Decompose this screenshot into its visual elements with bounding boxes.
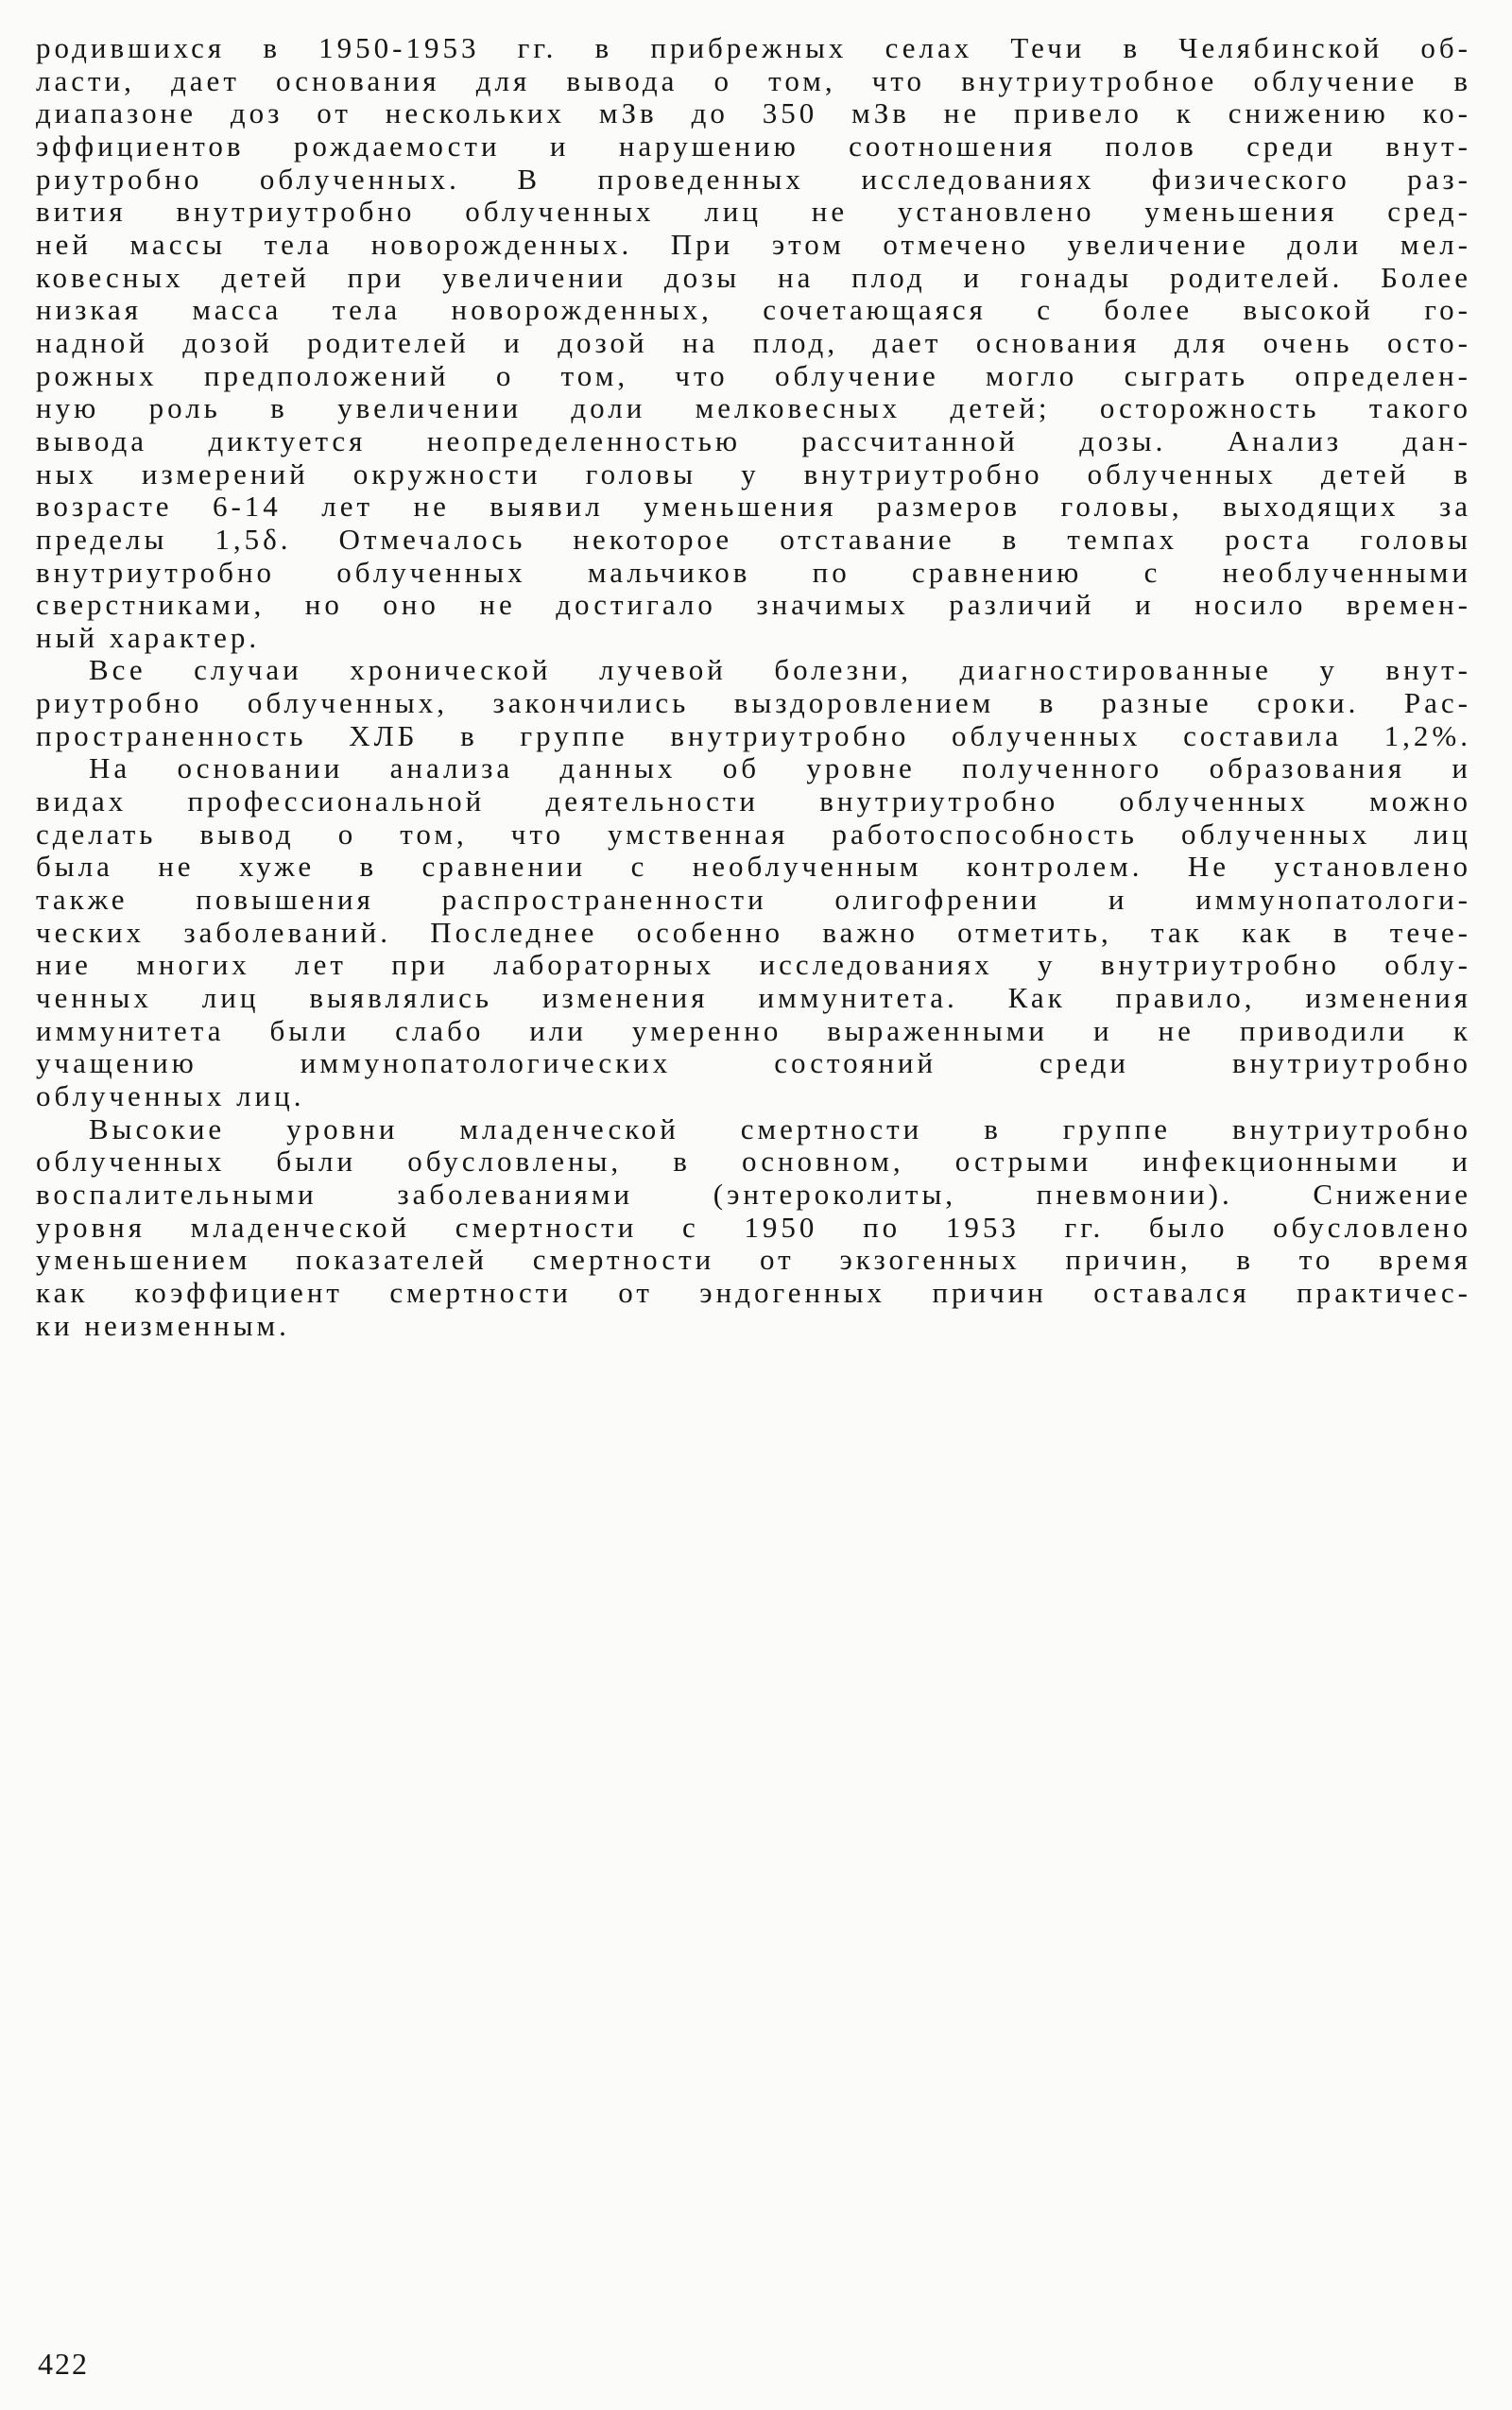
text-line: как коэффициент смертности от эндогенных причин оставался практичес- (36, 1275, 1471, 1309)
text-line: надной дозой родителей и дозой на плод, дает основания для очень осто- (36, 325, 1471, 359)
paragraph (36, 32, 1471, 654)
text-line: ную роль в увеличении доли мелковесных детей; осторожность такого (36, 391, 1471, 425)
text-line: вития внутриутробно облученных лиц не установлено уменьшения сред- (36, 195, 1471, 229)
text-line: ных измерений окружности головы у внутриутробно облученных детей в (36, 456, 1471, 491)
page-number: 422 (38, 2347, 89, 2381)
text-line: эффициентов рождаемости и нарушению соотношения полов среди внут- (36, 129, 1471, 163)
text-line: сверстниками, но оно не достигало значимых различий и носило времен- (36, 588, 1471, 622)
text-line: диапазоне доз от нескольких мЗв до 350 мЗв не привело к снижению ко- (36, 96, 1471, 130)
text-line: ный характер. (36, 620, 261, 654)
text-line: Высокие уровни младенческой смертности в группе внутриутробно (89, 1111, 1471, 1145)
text-line: риутробно облученных. В проведенных исследованиях физического раз- (36, 162, 1471, 196)
text-line: ки неизменным. (36, 1308, 290, 1342)
text-line: ние многих лет при лабораторных исследованиях у внутриутробно облу- (36, 948, 1471, 982)
text-line: пространенность ХЛБ в группе внутриутробно облученных составила 1,2%. (36, 718, 1471, 752)
text-line: родившихся в 1950-1953 гг. в прибрежных селах Течи в Челябинской об- (36, 31, 1471, 64)
paragraph (36, 1113, 1471, 1343)
text-line: рожных предположений о том, что облучение могло сыграть определен- (36, 358, 1471, 392)
text-line: ковесных детей при увеличении дозы на плод и гонады родителей. Более (36, 260, 1471, 294)
text-line: ческих заболеваний. Последнее особенно важно отметить, так как в тече- (36, 915, 1471, 949)
text-line: низкая масса тела новорожденных, сочетающаяся с более высокой го- (36, 293, 1471, 327)
text-line: вывода диктуется неопределенностью рассчитанной дозы. Анализ дан- (36, 423, 1471, 457)
text-line: Все случаи хронической лучевой болезни, диагностированные у внут- (89, 653, 1471, 687)
text-line: уровня младенческой смертности с 1950 по 1953 гг. было обусловлено (36, 1210, 1471, 1244)
text-line: внутриутробно облученных мальчиков по сравнению с необлученными (36, 555, 1471, 589)
text-line: облученных были обусловлены, в основном, острыми инфекционными и (36, 1145, 1471, 1179)
text-line: возрасте 6-14 лет не выявил уменьшения размеров головы, выходящих за (36, 490, 1471, 524)
text-line: пределы 1,5δ. Отмечалось некоторое отставание в темпах роста головы (36, 522, 1471, 556)
text-line: иммунитета были слабо или умеренно выраженными и не приводили к (36, 1013, 1471, 1047)
paragraph (36, 654, 1471, 752)
text-line: ласти, дает основания для вывода о том, что внутриутробное облучение в (36, 63, 1471, 97)
text-line: облученных лиц. (36, 1079, 305, 1112)
text-line: воспалительными заболеваниями (энтероколиты, пневмонии). Снижение (36, 1177, 1471, 1211)
text-line: риутробно облученных, закончились выздоровлением в разные сроки. Рас- (36, 686, 1471, 720)
text-line: На основании анализа данных об уровне полученного образования и (89, 751, 1471, 785)
text-line: ченных лиц выявлялись изменения иммунитета. Как правило, изменения (36, 981, 1471, 1015)
text-line: была не хуже в сравнении с необлученным контролем. Не установлено (36, 850, 1471, 884)
text-line: сделать вывод о том, что умственная работоспособность облученных лиц (36, 817, 1471, 851)
text-line: уменьшением показателей смертности от экзогенных причин, в то время (36, 1243, 1471, 1277)
text-block (36, 32, 1471, 1342)
text-line: также повышения распространенности олигофрении и иммунопатологи- (36, 883, 1471, 917)
paragraph (36, 752, 1471, 1112)
text-line: видах профессиональной деятельности внутриутробно облученных можно (36, 784, 1471, 818)
text-line: ней массы тела новорожденных. При этом отмечено увеличение доли мел- (36, 227, 1471, 261)
text-line: учащению иммунопатологических состояний среди внутриутробно (36, 1046, 1471, 1080)
